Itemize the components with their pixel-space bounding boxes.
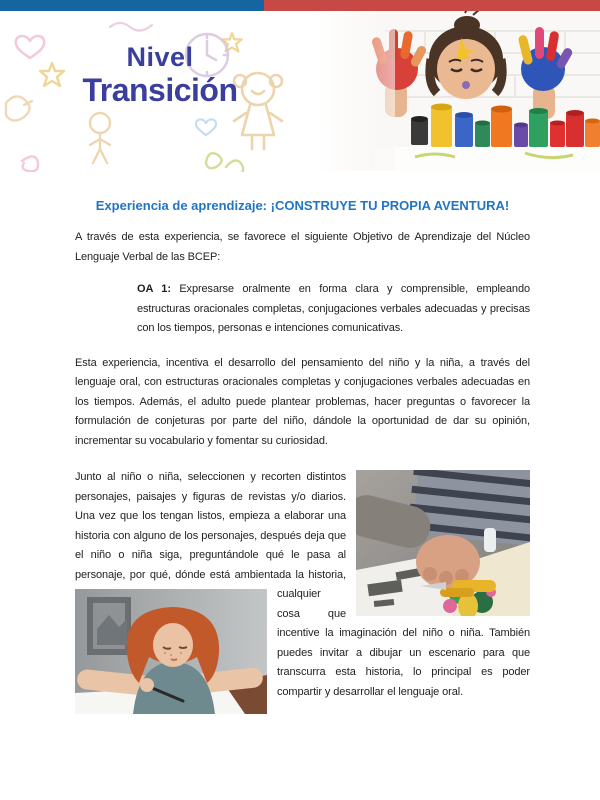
doodle-heart-icon xyxy=(16,36,44,58)
description-paragraph: Esta experiencia, incentiva el desarrollo del pensamiento del niño y la niña, a través del lenguaje oral, con estructuras oracionales completas y conjugaciones verbales adecuadas en los tiempos. Además, el adulto puede plantear problemas, hacer preguntas o favorecer la formulación de conjeturas por parte del niño, dándole la oportunidad de dar su opinión, incrementar su vocabulario y fomentar su curiosidad. xyxy=(75,356,530,447)
ribbon-blue-segment xyxy=(0,0,264,11)
oa-label: OA 1: xyxy=(137,283,171,295)
brand-transicion: Transición xyxy=(82,72,238,109)
photo-child-cutting xyxy=(356,470,530,616)
intro-paragraph: A través de esta experiencia, se favorece el siguiente Objetivo de Aprendizaje del Núcleo Lenguaje Verbal de las BCEP: xyxy=(75,231,530,263)
doodle-heart-blue-icon xyxy=(196,119,216,135)
doodle-swirl-pink-icon xyxy=(22,156,38,171)
doodle-kid-icon xyxy=(90,113,110,163)
activity-paragraph xyxy=(75,468,530,702)
oa-block xyxy=(137,280,530,339)
brand-wordmark xyxy=(68,43,252,108)
page-title: Experiencia de aprendizaje: ¡CONSTRUYE TU PROPIA AVENTURA! xyxy=(95,198,510,213)
brand-nivel: Nivel xyxy=(126,42,194,72)
ribbon-red-segment xyxy=(264,0,600,11)
oa-text: Expresarse oralmente en forma clara y comprensible, empleando estructuras oracionales completas, conjugaciones verbales adecuadas y precisas con los tiempos, personas e intenciones comunicativas. xyxy=(137,283,530,334)
photo-girl-writing xyxy=(75,589,267,714)
activity-text-1: Junto al niño o niña, seleccionen y recorten distintos personajes, paisajes y figuras de revistas y/o diarios. Una vez que los tengan listos, empieza a elaborar una historia con alguno de los personajes, después deja que el niño o niña siga, preguntándole qué le pasa al personaje, por qué, dónde está ambientada la xyxy=(75,471,346,581)
doodle-bird-icon xyxy=(6,96,32,120)
activity-text-2: historia, cualquier cosa que incentive la imaginación del niño o niña. También puedes invitar a dibujar un escenario para que transcurra esta historia, lo principal es poder compartir y desarrollar el lenguaje oral. xyxy=(277,568,530,698)
doodle-swirl-green-icon xyxy=(206,153,243,172)
top-ribbon xyxy=(0,0,600,11)
doodle-scribble-icon xyxy=(110,23,152,31)
doodle-star-icon xyxy=(40,63,64,86)
document-body xyxy=(0,172,600,702)
photo-girl-painted-hands xyxy=(315,11,600,171)
header-banner xyxy=(0,11,600,172)
